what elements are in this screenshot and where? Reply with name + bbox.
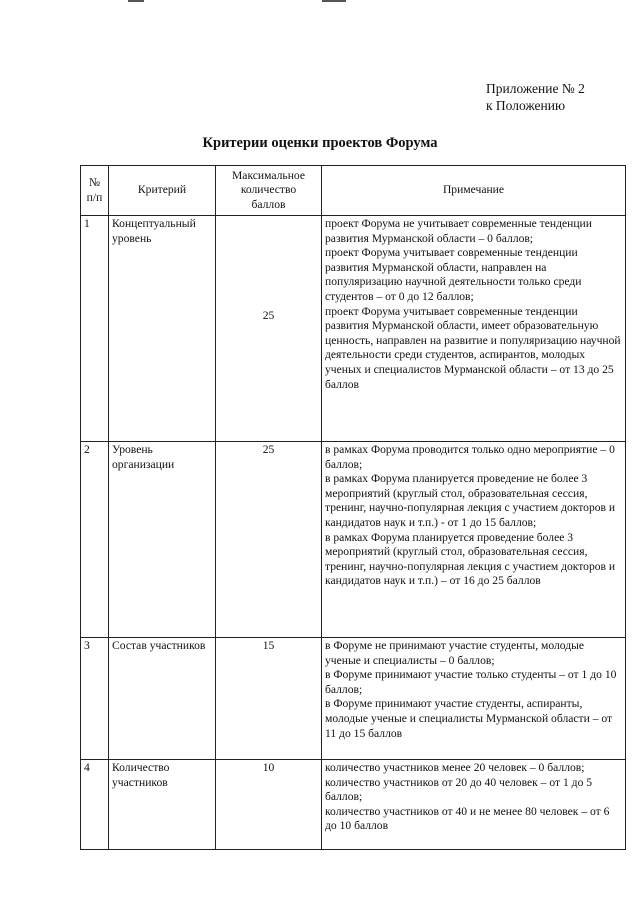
- note-item: в рамках Форума проводится только одно мероприятие – 0 баллов;: [325, 443, 615, 471]
- appendix-header: [486, 80, 585, 114]
- scan-artifact-left: [128, 0, 144, 2]
- row-note: [322, 442, 626, 638]
- header-number-line-2: п/п: [86, 190, 103, 204]
- row-max-score-value: 15: [262, 639, 275, 652]
- header-number-line-1: №: [88, 175, 101, 189]
- row-max-score: [216, 638, 322, 760]
- row-number: 1: [81, 216, 109, 442]
- header-max-score: [216, 166, 322, 216]
- criteria-table: [80, 165, 626, 850]
- header-max-line-2: количество: [240, 183, 297, 197]
- note-item: в Форуме принимают участие студенты, аспиранты, молодые ученые и специалисты Мурманской области – от 11 до 15 баллов: [325, 697, 613, 740]
- note-item: в Форуме не принимают участие студенты, молодые ученые и специалисты – 0 баллов;: [325, 639, 585, 667]
- note-item: проект Форума не учитывает современные тенденции развития Мурманской области – 0 баллов;: [325, 217, 592, 245]
- table-row: [81, 216, 626, 442]
- row-criterion: Уровень организации: [109, 442, 216, 638]
- row-criterion: Состав участников: [109, 638, 216, 760]
- note-item: в рамках Форума планируется проведение не более 3 мероприятий (круглый стол, образовательная сессия, тренинг, научно-популярная лекция с участием докторов и кандидатов наук и т.п.) - от 1 до 15 баллов;: [325, 472, 616, 529]
- note-item: количество участников от 40 и не менее 80 человек – от 6 до 10 баллов: [325, 804, 610, 833]
- row-max-score: [216, 216, 322, 442]
- row-number: 2: [81, 442, 109, 638]
- header-note: Примечание: [322, 166, 626, 216]
- row-max-score-value: 25: [262, 309, 275, 323]
- row-max-score-value: 10: [262, 761, 275, 774]
- row-number: 3: [81, 638, 109, 760]
- header-criterion: Критерий: [109, 166, 216, 216]
- header-max-line-3: баллов: [251, 197, 286, 211]
- document-title: Критерии оценки проектов Форума: [202, 135, 438, 151]
- header-number: [81, 166, 109, 216]
- table-row: [81, 760, 626, 850]
- row-criterion: Концептуальный уровень: [109, 216, 216, 442]
- appendix-line-1: Приложение № 2: [486, 81, 585, 96]
- note-item: проект Форума учитывает современные тенденции развития Мурманской области, имеет образовательную ценность, направлен на развитие и популяризацию научной деятельности среди студентов, аспирантов, молодых ученых и специалистов Мурманской области – от 13 до 25 баллов: [325, 304, 621, 391]
- row-max-score-value: 25: [262, 443, 275, 456]
- row-max-score: [216, 442, 322, 638]
- table-header-row: [81, 166, 626, 216]
- table-row: [81, 442, 626, 638]
- row-note: [322, 760, 626, 850]
- note-item: в Форуме принимают участие только студенты – от 1 до 10 баллов;: [325, 668, 617, 696]
- table-row: [81, 638, 626, 760]
- row-note: [322, 638, 626, 760]
- note-item: количество участников от 20 до 40 человек – от 1 до 5 баллов;: [325, 775, 593, 804]
- note-item: в рамках Форума планируется проведение более 3 мероприятий (круглый стол, образовательная сессия, тренинг, научно-популярная лекция с участием докторов и кандидатов наук и т.п.) – от 16 до 25 баллов: [325, 530, 616, 588]
- row-criterion: Количество участников: [109, 760, 216, 850]
- header-max-line-1: Максимальное: [231, 168, 306, 182]
- scan-artifact-right: [322, 0, 346, 2]
- row-number: 4: [81, 760, 109, 850]
- row-max-score: [216, 760, 322, 850]
- note-item: количество участников менее 20 человек – 0 баллов;: [325, 761, 585, 774]
- row-note: [322, 216, 626, 442]
- note-item: проект Форума учитывает современные тенденции развития Мурманской области, направлен на популяризацию научной деятельности только среди студентов – от 0 до 12 баллов;: [325, 246, 582, 303]
- appendix-line-2: к Положению: [486, 98, 566, 113]
